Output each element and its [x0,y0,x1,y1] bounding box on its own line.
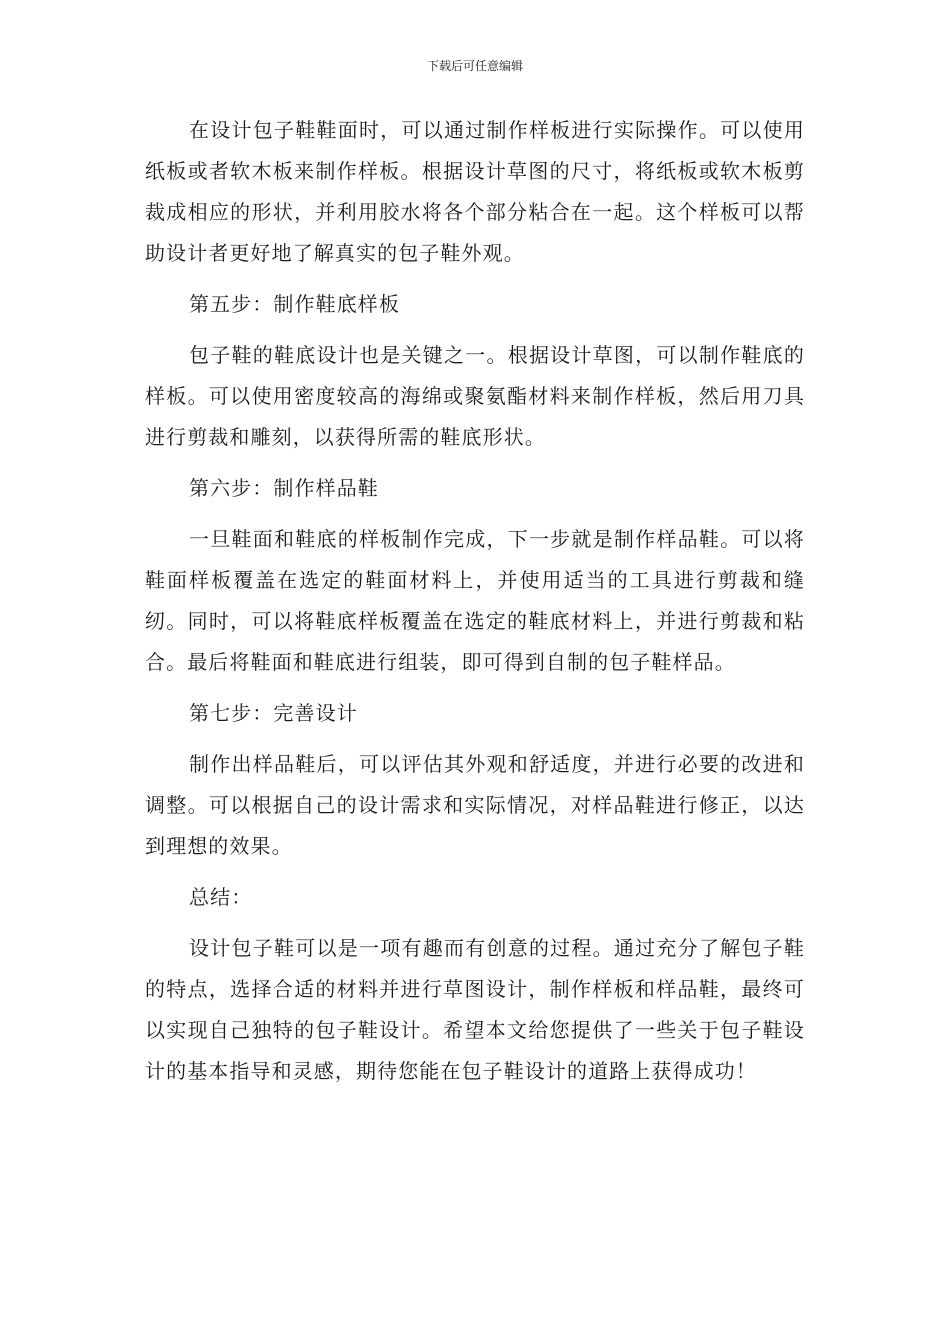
heading-step-seven: 第七步：完善设计 [189,701,358,725]
heading-step-five: 第五步：制作鞋底样板 [189,292,400,316]
paragraph-summary: 设计包子鞋可以是一项有趣而有创意的过程。通过充分了解包子鞋的特点，选择合适的材料并进行草图设计，制作样板和样品鞋，最终可以实现自己独特的包子鞋设计。希望本文给您提供了一些关于包子鞋设计的基本指导和灵感，期待您能在包子鞋设计的道路上获得成功！ [145,936,805,1083]
document-body [145,110,805,1092]
paragraph-sole-template: 包子鞋的鞋底设计也是关键之一。根据设计草图，可以制作鞋底的样板。可以使用密度较高的海绵或聚氨酯材料来制作样板，然后用刀具进行剪裁和雕刻，以获得所需的鞋底形状。 [145,343,805,449]
heading-step-six: 第六步：制作样品鞋 [189,476,379,500]
paragraph-refine-design: 制作出样品鞋后，可以评估其外观和舒适度，并进行必要的改进和调整。可以根据自己的设计需求和实际情况，对样品鞋进行修正，以达到理想的效果。 [145,752,805,858]
header-note: 下载后可任意编辑 [426,59,523,73]
paragraph-shoe-upper-template: 在设计包子鞋鞋面时，可以通过制作样板进行实际操作。可以使用纸板或者软木板来制作样板。根据设计草图的尺寸，将纸板或软木板剪裁成相应的形状，并利用胶水将各个部分粘合在一起。这个样板可以帮助设计者更好地了解真实的包子鞋外观。 [145,118,805,265]
paragraph-sample-shoe: 一旦鞋面和鞋底的样板制作完成，下一步就是制作样品鞋。可以将鞋面样板覆盖在选定的鞋面材料上，并使用适当的工具进行剪裁和缝纫。同时，可以将鞋底样板覆盖在选定的鞋底材料上，并进行剪裁和粘合。最后将鞋面和鞋底进行组装，即可得到自制的包子鞋样品。 [145,527,805,674]
heading-summary: 总结： [189,885,253,909]
